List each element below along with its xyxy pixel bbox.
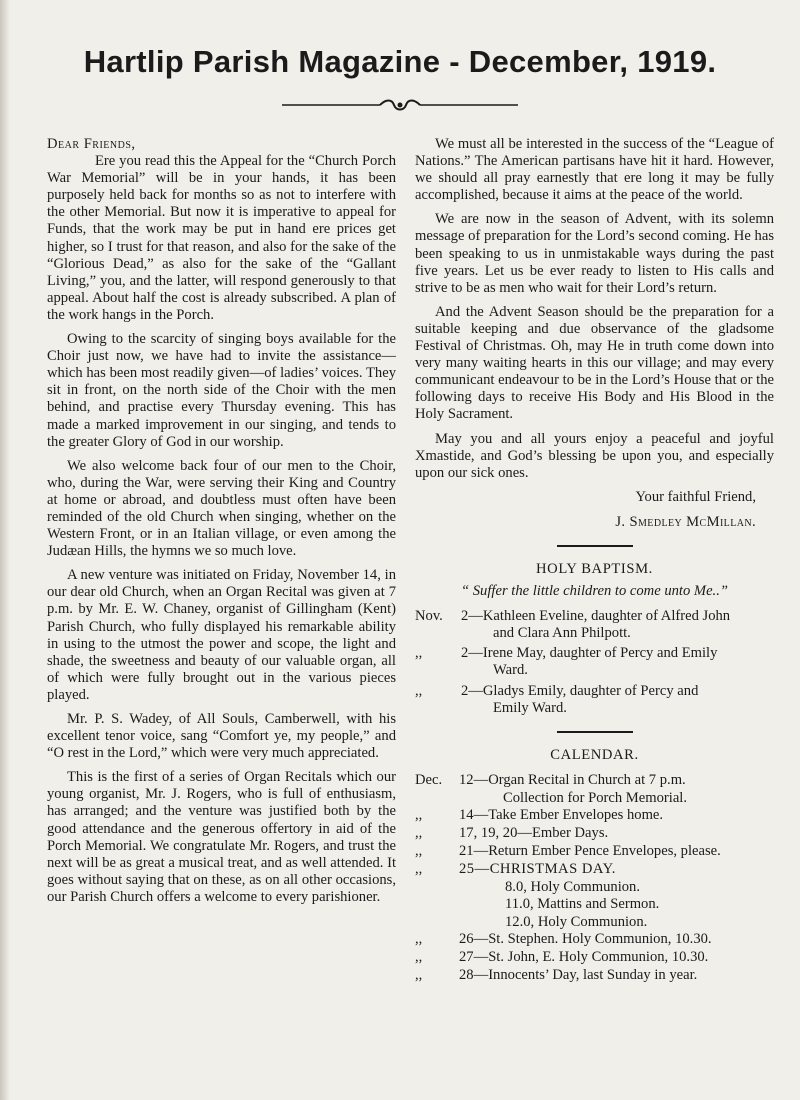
entry-text: 25—CHRISTMAS DAY. bbox=[459, 861, 616, 878]
entry-month: Nov. bbox=[415, 608, 443, 625]
entry-text bbox=[461, 608, 774, 642]
letter-paragraph: Mr. P. S. Wadey, of All Souls, Camberwell, with his excellent tenor voice, sang “Comfort ye, my people,” and “O rest in the Lord,” which were very much appreciated. bbox=[47, 711, 396, 762]
calendar-entry bbox=[415, 825, 774, 842]
calendar-entry bbox=[415, 861, 774, 878]
section-divider bbox=[557, 545, 633, 547]
entry-month: ,, bbox=[415, 682, 423, 699]
page-title: Hartlip Parish Magazine - December, 1919. bbox=[83, 44, 717, 79]
entry-month: ,, bbox=[415, 843, 423, 860]
entry-month: Dec. bbox=[415, 771, 443, 788]
letter-paragraph: A new venture was initiated on Friday, November 14, in our dear old Church, when an Organ Recital was given at 7 p.m. by Mr. E. W. Chaney, organist of Gillingham (Kent) Parish Church, who fully displayed his remarkable ability in using to the utmost the power and scope, the light and shade, the sweetness and beauty of our valuable organ, all of which were fully brought out in the various pieces played. bbox=[47, 567, 396, 703]
entry-text: 26—St. Stephen. Holy Communion, 10.30. bbox=[459, 930, 712, 947]
calendar-entry bbox=[415, 967, 774, 984]
entry-text: 12—Organ Recital in Church at 7 p.m. bbox=[459, 771, 686, 788]
calendar-entry bbox=[415, 931, 774, 948]
christmas-service: 11.0, Mattins and Sermon. bbox=[505, 896, 660, 913]
entry-line: 2—Irene May, daughter of Percy and Emily bbox=[461, 645, 718, 662]
calendar-entry bbox=[415, 772, 774, 789]
letter-paragraph: And the Advent Season should be the preparation for a suitable keeping and due observance of the gladsome Festival of Christmas. Oh, may He in truth come down into very many waiting hearts in this our village; and may every communicant endeavour to be in the Lord’s House that or the following days to receive His Body and His Blood in the Holy Sacrament. bbox=[415, 303, 774, 423]
entry-month: ,, bbox=[415, 948, 423, 965]
baptism-entry bbox=[415, 683, 774, 717]
letter-paragraph: We are now in the season of Advent, with its solemn message of preparation for the Lord’s second coming. He has been speaking to us in unmistakable ways during the past five years. Let us be ever ready to listen to His calls and strive to be as men who wait for their Lord’s return. bbox=[415, 211, 774, 296]
letter-closing: Your faithful Friend, bbox=[635, 488, 756, 505]
entry-line-cont: Emily Ward. bbox=[493, 699, 567, 716]
letter-signature: J. Smedley McMillan. bbox=[615, 513, 756, 530]
letter-paragraph: May you and all yours enjoy a peaceful and joyful Xmastide, and God’s blessing be upon you, and especially upon our sick ones. bbox=[415, 430, 774, 481]
salutation: Dear Friends, bbox=[47, 136, 136, 152]
calendar-entry-cont: Collection for Porch Memorial. bbox=[503, 789, 688, 806]
entry-month: ,, bbox=[415, 861, 423, 878]
baptism-heading: HOLY BAPTISM. bbox=[536, 560, 653, 577]
letter-paragraph: Owing to the scarcity of singing boys available for the Choir just now, we have had to invite the assistance—which has been most readily given—of ladies’ voices. They sit in front, on the north side of the Choir with the men behind, and practise every Thursday evening. This has made a marked improvement in our singing, and tends to the greater Glory of God in our worship. bbox=[47, 331, 396, 450]
entry-text: 28—Innocents’ Day, last Sunday in year. bbox=[459, 966, 698, 983]
christmas-service: 12.0, Holy Communion. bbox=[505, 913, 648, 930]
baptism-entry bbox=[415, 645, 774, 679]
entry-month: ,, bbox=[415, 966, 423, 983]
entry-month: ,, bbox=[415, 930, 423, 947]
section-divider bbox=[557, 731, 633, 733]
calendar-entry bbox=[415, 843, 774, 860]
letter-paragraph: We must all be interested in the success of the “League of Nations.” The American partisans have hit it hard. However, we should all pray earnestly that ere long it may be fully accomplished, because it aims at the peace of the world. bbox=[415, 136, 774, 204]
entry-month: ,, bbox=[415, 825, 423, 842]
entry-text bbox=[461, 645, 774, 679]
entry-line: 2—Kathleen Eveline, daughter of Alfred John bbox=[461, 608, 731, 625]
christmas-service: 8.0, Holy Communion. bbox=[505, 879, 640, 896]
page-edge bbox=[0, 0, 10, 1100]
entry-line: 2—Gladys Emily, daughter of Percy and bbox=[461, 682, 699, 699]
entry-text: 27—St. John, E. Holy Communion, 10.30. bbox=[459, 948, 709, 965]
ornament-divider bbox=[280, 97, 520, 113]
letter-column-right bbox=[415, 136, 774, 985]
letter-column-left bbox=[47, 136, 396, 913]
entry-month: ,, bbox=[415, 807, 423, 823]
baptism-entry bbox=[415, 608, 774, 642]
letter-paragraph: We also welcome back four of our men to the Choir, who, during the War, were serving their King and Country at home or abroad, and doubtless must often have been reminded of the old Church when singing, whether on the Western Front, or in an Italian village, or even among the Judæan Hills, the hymns we so much love. bbox=[47, 457, 396, 560]
entry-line-cont: and Clara Ann Philpott. bbox=[493, 625, 631, 642]
letter-paragraph: This is the first of a series of Organ Recitals which our young organist, Mr. J. Rogers, who is full of enthusiasm, has arranged; and the venture was justified both by the good attendance and the generous offertory in aid of the Porch Memorial. We congratulate Mr. Rogers, and trust the next will be as great a musical treat, and as well attended. It goes without saying that on these, as on all other occasions, our Parish Church offers a welcome to every parishioner. bbox=[47, 769, 396, 905]
entry-line-cont: Ward. bbox=[493, 662, 528, 679]
calendar-entry bbox=[415, 807, 774, 824]
entry-text: 17, 19, 20—Ember Days. bbox=[459, 825, 609, 842]
entry-text: 21—Return Ember Pence Envelopes, please. bbox=[459, 843, 721, 860]
baptism-motto: “ Suffer the little children to come unto Me..” bbox=[461, 583, 728, 600]
entry-month: ,, bbox=[415, 645, 423, 662]
letter-paragraph: Ere you read this the Appeal for the “Church Porch War Memorial” will be in your hands, it has been purposely held back for months so as not to interfere with the other Memorial. But now it is imperative to appeal for Funds, that the work may be put in hand ere prices get higher, so I trust for that reason, and also for the sake of the “Glorious Dead,” as also for the sake of the “Gallant Living,” you, and the latter, will respond generously to that appeal. About half the cost is already subscribed. A plan of the work hangs in the Porch. bbox=[47, 153, 396, 323]
calendar-heading: CALENDAR. bbox=[550, 746, 639, 763]
calendar-entry bbox=[415, 949, 774, 966]
entry-text bbox=[461, 683, 774, 717]
entry-text: 14—Take Ember Envelopes home. bbox=[459, 807, 664, 823]
